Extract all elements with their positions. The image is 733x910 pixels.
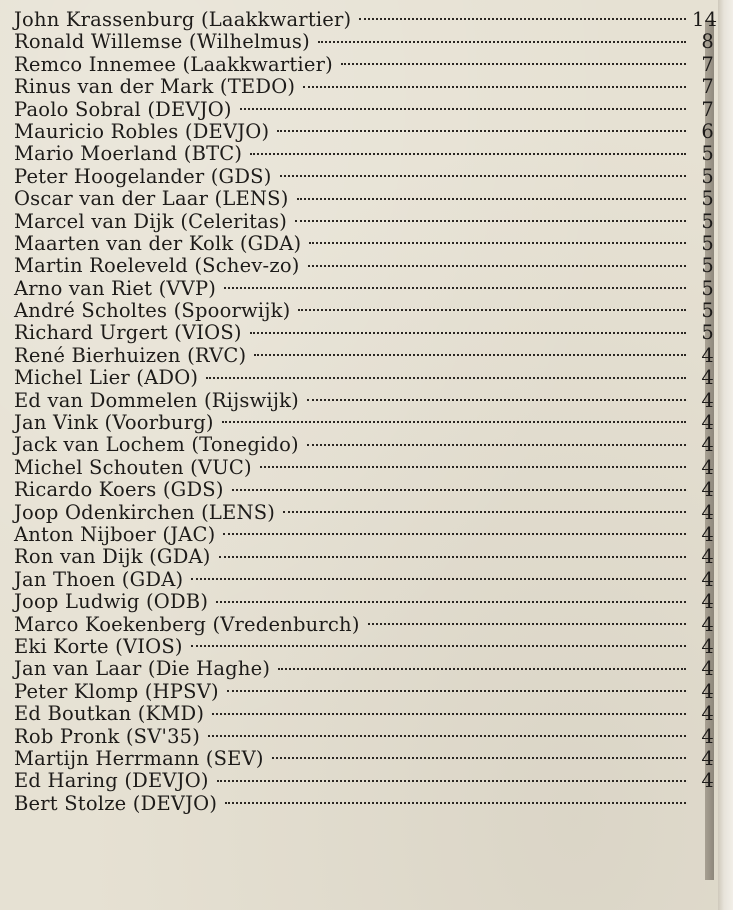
dot-leader xyxy=(212,713,686,715)
dot-leader xyxy=(240,108,686,110)
scorer-row xyxy=(14,546,714,568)
dot-leader xyxy=(227,690,686,692)
scorer-goals: 4 xyxy=(701,612,714,636)
scorer-name: Marcel van Dijk (Celeritas) xyxy=(14,209,288,233)
dot-leader xyxy=(219,556,686,558)
dot-leader xyxy=(225,802,686,804)
scorer-name: Joop Ludwig (ODB) xyxy=(14,590,209,614)
scorer-goals: 4 xyxy=(701,679,714,703)
scorer-name: Oscar van der Laar (LENS) xyxy=(14,187,289,211)
scorer-goals: 7 xyxy=(701,97,714,121)
scorer-name: Mario Moerland (BTC) xyxy=(14,142,243,166)
scorer-row xyxy=(14,121,714,143)
scorer-goals: 7 xyxy=(701,52,714,76)
scorer-goals: 4 xyxy=(701,634,714,658)
scorer-name: Michel Schouten (VUC) xyxy=(14,455,252,479)
scorer-name: Michel Lier (ADO) xyxy=(14,366,199,390)
scorer-row xyxy=(14,681,714,703)
dot-leader xyxy=(309,242,686,244)
scorer-row xyxy=(14,188,714,210)
dot-leader xyxy=(307,399,686,401)
dot-leader xyxy=(280,175,686,177)
scorer-goals: 4 xyxy=(701,746,714,770)
scorer-row xyxy=(14,636,714,658)
scorer-row xyxy=(14,8,718,31)
scorer-goals: 4 xyxy=(701,724,714,748)
scorer-name: René Bierhuizen (RVC) xyxy=(14,343,247,367)
scorer-name: Eki Korte (VIOS) xyxy=(14,634,183,658)
scorer-goals: 5 xyxy=(701,231,714,255)
scorer-name: Arno van Riet (VVP) xyxy=(14,276,217,300)
scorer-name: Paolo Sobral (DEVJO) xyxy=(14,97,232,121)
scorer-goals: 4 xyxy=(701,411,714,435)
dot-leader xyxy=(191,645,686,647)
scorer-goals: 4 xyxy=(701,522,714,546)
scorer-goals: 4 xyxy=(701,478,714,502)
scorer-name: Jan van Laar (Die Haghe) xyxy=(14,657,271,681)
scorer-name: Jack van Lochem (Tonegido) xyxy=(14,433,299,457)
scorer-row xyxy=(14,614,714,636)
scorer-row xyxy=(14,703,714,725)
scorer-row xyxy=(14,770,714,792)
scorer-row xyxy=(14,143,714,165)
dot-leader xyxy=(250,332,686,334)
scorer-row xyxy=(14,76,714,98)
scorer-row xyxy=(14,434,714,456)
dot-leader xyxy=(217,780,686,782)
scorer-goals: 5 xyxy=(701,254,714,278)
top-scorers-list xyxy=(14,8,718,815)
scorer-goals: 5 xyxy=(701,187,714,211)
scorer-name: Joop Odenkirchen (LENS) xyxy=(14,500,276,524)
scorer-goals: 4 xyxy=(701,433,714,457)
scorer-goals: 5 xyxy=(701,299,714,323)
scorer-goals: 6 xyxy=(701,119,714,143)
scorer-goals: 4 xyxy=(701,657,714,681)
dot-leader xyxy=(359,18,686,20)
dot-leader xyxy=(295,220,686,222)
scorer-goals: 14 xyxy=(692,8,718,31)
scorer-row xyxy=(14,390,714,412)
scorer-goals: 4 xyxy=(701,590,714,614)
dot-leader xyxy=(191,578,686,580)
scorer-row xyxy=(14,255,714,277)
scorer-name: Peter Hoogelander (GDS) xyxy=(14,164,272,188)
dot-leader xyxy=(297,198,686,200)
scorer-goals: 4 xyxy=(701,500,714,524)
scorer-name: Jan Thoen (GDA) xyxy=(14,567,184,591)
scorer-row xyxy=(14,233,714,255)
scorer-name: Peter Klomp (HPSV) xyxy=(14,679,219,703)
dot-leader xyxy=(368,623,686,625)
scorer-goals: 8 xyxy=(701,30,714,54)
scorer-row xyxy=(14,793,714,815)
scorer-goals: 5 xyxy=(701,164,714,188)
scorer-row xyxy=(14,322,714,344)
scorer-name: Remco Innemee (Laakkwartier) xyxy=(14,52,333,76)
scorer-row xyxy=(14,345,714,367)
scorer-row xyxy=(14,54,714,76)
scorer-goals: 5 xyxy=(701,321,714,345)
scorer-row xyxy=(14,278,714,300)
scorer-goals: 4 xyxy=(701,366,714,390)
scorer-row xyxy=(14,99,714,121)
scorer-name: Jan Vink (Voorburg) xyxy=(14,411,214,435)
dot-leader xyxy=(208,735,686,737)
scorer-name: Ed Boutkan (KMD) xyxy=(14,702,205,726)
scorer-row xyxy=(14,479,714,501)
scorer-row xyxy=(14,591,714,613)
scorer-row xyxy=(14,748,714,770)
dot-leader xyxy=(254,354,686,356)
dot-leader xyxy=(277,130,686,132)
scorer-name: Marco Koekenberg (Vredenburch) xyxy=(14,612,360,636)
scorer-name: Maarten van der Kolk (GDA) xyxy=(14,231,302,255)
dot-leader xyxy=(260,466,686,468)
scorer-name: Martijn Herrmann (SEV) xyxy=(14,746,264,770)
scorer-name: Ed Haring (DEVJO) xyxy=(14,769,209,793)
dot-leader xyxy=(222,421,686,423)
dot-leader xyxy=(216,601,686,603)
scorer-goals: 5 xyxy=(701,276,714,300)
dot-leader xyxy=(250,153,686,155)
scorer-name: Ronald Willemse (Wilhelmus) xyxy=(14,30,310,54)
scorer-name: Bert Stolze (DEVJO) xyxy=(14,791,218,815)
dot-leader xyxy=(232,489,686,491)
scorer-name: Rinus van der Mark (TEDO) xyxy=(14,75,296,99)
dot-leader xyxy=(206,377,686,379)
dot-leader xyxy=(298,309,686,311)
dot-leader xyxy=(308,265,686,267)
scorer-name: Anton Nijboer (JAC) xyxy=(14,522,216,546)
scorer-goals: 4 xyxy=(701,769,714,793)
scorer-name: Mauricio Robles (DEVJO) xyxy=(14,119,270,143)
scorer-goals: 4 xyxy=(701,545,714,569)
dot-leader xyxy=(283,511,686,513)
dot-leader xyxy=(272,757,686,759)
scorer-row xyxy=(14,502,714,524)
scorer-row xyxy=(14,166,714,188)
scorer-goals: 4 xyxy=(701,567,714,591)
scorer-goals: 4 xyxy=(701,388,714,412)
scorer-goals: 5 xyxy=(701,142,714,166)
scorer-row xyxy=(14,412,714,434)
scorer-goals: 4 xyxy=(701,455,714,479)
scorer-row xyxy=(14,524,714,546)
scorer-row xyxy=(14,31,714,53)
dot-leader xyxy=(303,86,686,88)
background-page-edge xyxy=(718,0,733,910)
scorer-row xyxy=(14,569,714,591)
scorer-name: Richard Urgert (VIOS) xyxy=(14,321,242,345)
dot-leader xyxy=(224,287,686,289)
scorer-goals: 7 xyxy=(701,75,714,99)
scorer-name: Ron van Dijk (GDA) xyxy=(14,545,211,569)
scorer-row xyxy=(14,726,714,748)
scorer-row xyxy=(14,457,714,479)
dot-leader xyxy=(307,444,686,446)
scorer-row xyxy=(14,300,714,322)
scorer-goals: 4 xyxy=(701,702,714,726)
scorer-goals: 5 xyxy=(701,209,714,233)
scorer-name: Rob Pronk (SV'35) xyxy=(14,724,201,748)
scorer-goals: 4 xyxy=(701,343,714,367)
scorer-name: Ricardo Koers (GDS) xyxy=(14,478,224,502)
scorer-name: André Scholtes (Spoorwijk) xyxy=(14,299,291,323)
dot-leader xyxy=(278,668,686,670)
scorer-row xyxy=(14,658,714,680)
scorer-name: Ed van Dommelen (Rijswijk) xyxy=(14,388,299,412)
dot-leader xyxy=(223,533,686,535)
scorer-name: John Krassenburg (Laakkwartier) xyxy=(14,8,352,31)
scorer-name: Martin Roeleveld (Schev-zo) xyxy=(14,254,300,278)
scorer-row xyxy=(14,211,714,233)
scorer-row xyxy=(14,367,714,389)
dot-leader xyxy=(318,41,686,43)
dot-leader xyxy=(341,63,686,65)
